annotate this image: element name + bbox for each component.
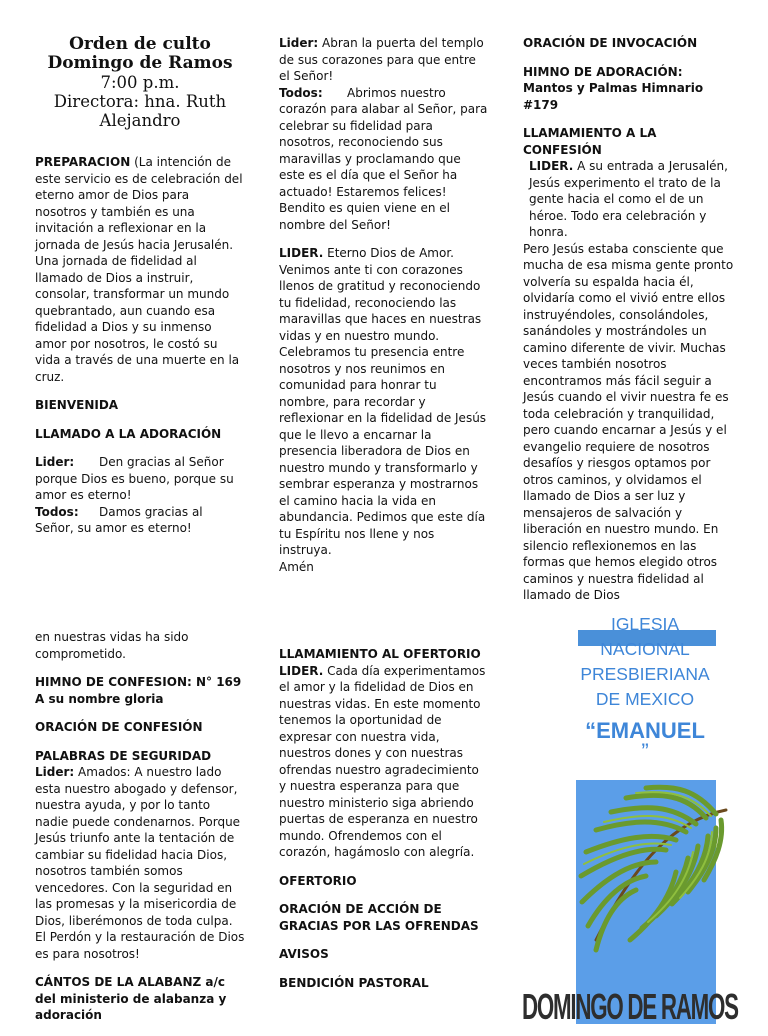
lider-text: Den gracias al Señor porque Dios es bueno, porque su amor es eterno! bbox=[35, 455, 234, 502]
lider-text-b: Pero Jesús estaba consciente que mucha de esa misma gente pronto volvería su espalda hacia él, olvidaría como el vivió entre ellos instruyéndoles, consolándoles, sanándoles y mostrándoles un camino diferente de vivir. Muchas veces también nosotros encontramos más fácil seguir a Jesús cuando el vivir nuestra fe es toda celebración y tranquilidad, pero cuando encarnar a Jesús y el evangelio requiere de nosotros desafíos y riesgos optamos por otros caminos, y olvidamos el llamado de Dios a ser luz y mensajeros de salvación y liberación en nuestro mundo. En silencio reflexionemos en las formas que hemos elegido otros caminos y nuestra fidelidad al llamado de Dios bbox=[523, 241, 734, 602]
llamado-heading: LLAMADO A LA ADORACIÓN bbox=[35, 426, 222, 441]
bendicion-heading: BENDICIÓN PASTORAL bbox=[279, 975, 429, 990]
todos-label: Todos: bbox=[35, 504, 79, 519]
llamamiento-confesion-heading: LLAMAMIENTO A LA CONFESIÓN bbox=[523, 126, 657, 157]
lider-text: Amados: A nuestro lado esta nuestro abogado y defensor, nuestra ayuda, y por lo tanto nadie puede condenarnos. Porque Jesús triunfo ante la tentación de cambiar su fidelidad hacia Dios, nosotros también somos vencedores. Con la seguridad en las promesas y la misericordia de Dios, liberémonos de toda culpa. El Perdón y la restauración de Dios es para nosotros! bbox=[35, 765, 245, 961]
church-name-emanuel: “EMANUEL bbox=[585, 718, 705, 743]
church-line-3: PRESBIERIANA bbox=[580, 664, 710, 684]
llamado-todos bbox=[35, 504, 244, 537]
ofertorio-lider-block bbox=[279, 663, 489, 861]
lider-label: LIDER. bbox=[529, 159, 574, 173]
column-1 bbox=[35, 154, 244, 537]
lider-2-label: LIDER. bbox=[279, 246, 324, 260]
lider-2-block bbox=[279, 245, 489, 344]
column-4 bbox=[35, 629, 245, 1036]
church-line-1: IGLESIA bbox=[610, 614, 680, 634]
llamado-lider bbox=[35, 454, 244, 504]
service-time: 7:00 p.m. bbox=[100, 73, 180, 92]
church-name-close-quote: ” bbox=[641, 739, 649, 764]
seguridad-lider-block bbox=[35, 764, 245, 962]
cover-panel bbox=[570, 612, 720, 1024]
cover-church-name bbox=[570, 612, 720, 764]
oracion-confesion-heading: ORACIÓN DE CONFESIÓN bbox=[35, 720, 203, 734]
title-line-2: Domingo de Ramos bbox=[47, 53, 233, 73]
ofertorio-heading: OFERTORIO bbox=[279, 873, 357, 888]
continued-text: en nuestras vidas ha sido comprometido. bbox=[35, 630, 189, 661]
lider-text-a: A su entrada a Jerusalén, Jesús experimento el trato de la gente hacia el como el de un héroe. Todo era celebración y honra. bbox=[529, 159, 728, 239]
todos-label: Todos: bbox=[279, 85, 323, 100]
palabras-seguridad-heading: PALABRAS DE SEGURIDAD bbox=[35, 748, 212, 763]
amen-text: Amén bbox=[279, 559, 314, 574]
church-line-2: NACIONAL bbox=[600, 639, 690, 659]
preparacion-label: PREPARACION bbox=[35, 155, 131, 169]
himno-confesion-heading: HIMNO DE CONFESION: N° 169 A su nombre gloria bbox=[35, 675, 242, 706]
lider-label: Lider: bbox=[35, 765, 75, 779]
lider-text: Cada día experimentamos el amor y la fidelidad de Dios en nuestras vidas. En este momento tenemos la oportunidad de expresar con nuestra vida, nuestros dones y con nuestras ofrendas nuestro agradecimiento y nuestra esperanza para que nuestro ministerio siga abriendo puertas de esperanza en nuestro mundo. Ofrendemos con el corazón, hagámoslo con alegría. bbox=[279, 663, 486, 859]
todos-text: Damos gracias al Señor, su amor es eterno! bbox=[35, 504, 203, 535]
invocacion-heading: ORACIÓN DE INVOCACIÓN bbox=[523, 36, 698, 50]
himno-adoracion-heading: HIMNO DE ADORACIÓN: Mantos y Palmas Himnario #179 bbox=[523, 64, 704, 112]
llamamiento-ofertorio-heading: LLAMAMIENTO AL OFERTORIO bbox=[279, 647, 481, 661]
column-2 bbox=[279, 35, 489, 575]
lider-2-text-b: Celebramos tu presencia entre nosotros y nos reunimos en comunidad para honrar tu nombre, para recordar y reflexionar en la fidelidad de Jesús que le llevo a encarnar la presencia liberadora de Dios en nuestro mundo y transformarlo y sembrar esperanza y mostrarnos el camino hacia la vida en abundancia. Pedimos que este día tu Espíritu nos llene y nos instruya. bbox=[279, 345, 487, 557]
preparacion-section bbox=[35, 154, 244, 385]
lider-1-label: Lider: bbox=[279, 36, 319, 50]
cantos-heading: CÁNTOS DE LA ALABANZ a/c del ministerio de alabanza y adoración bbox=[35, 975, 227, 1022]
column-3 bbox=[523, 35, 735, 604]
confesion-lider-block bbox=[523, 158, 735, 241]
lider-label: Lider: bbox=[35, 455, 75, 469]
bienvenida-heading: BIENVENIDA bbox=[35, 398, 119, 412]
preparacion-text: (La intención de este servicio es de celebración del eterno amor de Dios para nosotros y también es una invitación a reflexionar en la jornada de Jesús hacia Jerusalén. Una jornada de fidelidad al llamado de Dios a instruir, consolar, transformar un mundo quebrantado, aun cuando esa fidelidad a Dios y su inmenso amor por nosotros, le costó su vida a través de una muerte en la cruz. bbox=[35, 155, 243, 384]
oracion-accion-gracias-heading: ORACIÓN DE ACCIÓN DE GRACIAS POR LAS OFRENDAS bbox=[279, 902, 479, 933]
lider-1-text: Abran la puerta del templo de sus corazones para que entre el Señor! bbox=[279, 36, 484, 83]
avisos-heading: AVISOS bbox=[279, 947, 329, 961]
lider-label: LIDER. bbox=[279, 663, 324, 678]
bulletin-title bbox=[34, 35, 246, 130]
church-line-4: DE MEXICO bbox=[595, 689, 695, 709]
lider-2-text-a: Eterno Dios de Amor. Venimos ante ti con corazones llenos de gratitud y reconociendo tu fidelidad, reconociendo las maravillas que haces en nuestras vidas y en nuestro mundo. bbox=[279, 246, 482, 343]
title-line-1: Orden de culto bbox=[69, 34, 211, 54]
column-5 bbox=[279, 646, 489, 1003]
palm-leaf-illustration bbox=[576, 780, 726, 1000]
lider-1-block bbox=[279, 35, 489, 85]
todos-text: Abrimos nuestro corazón para alabar al Señor, para celebrar su fidelidad para nosotros, reconociendo sus maravillas y proclamando que este es el día que el Señor ha actuado! Estaremos felices! Bendito es quien viene en el nombre del Señor! bbox=[279, 85, 488, 232]
cover-domingo-de-ramos: DOMINGO DE RAMOS bbox=[522, 986, 738, 1027]
service-director: Directora: hna. Ruth Alejandro bbox=[53, 92, 227, 130]
todos-block bbox=[279, 85, 489, 234]
